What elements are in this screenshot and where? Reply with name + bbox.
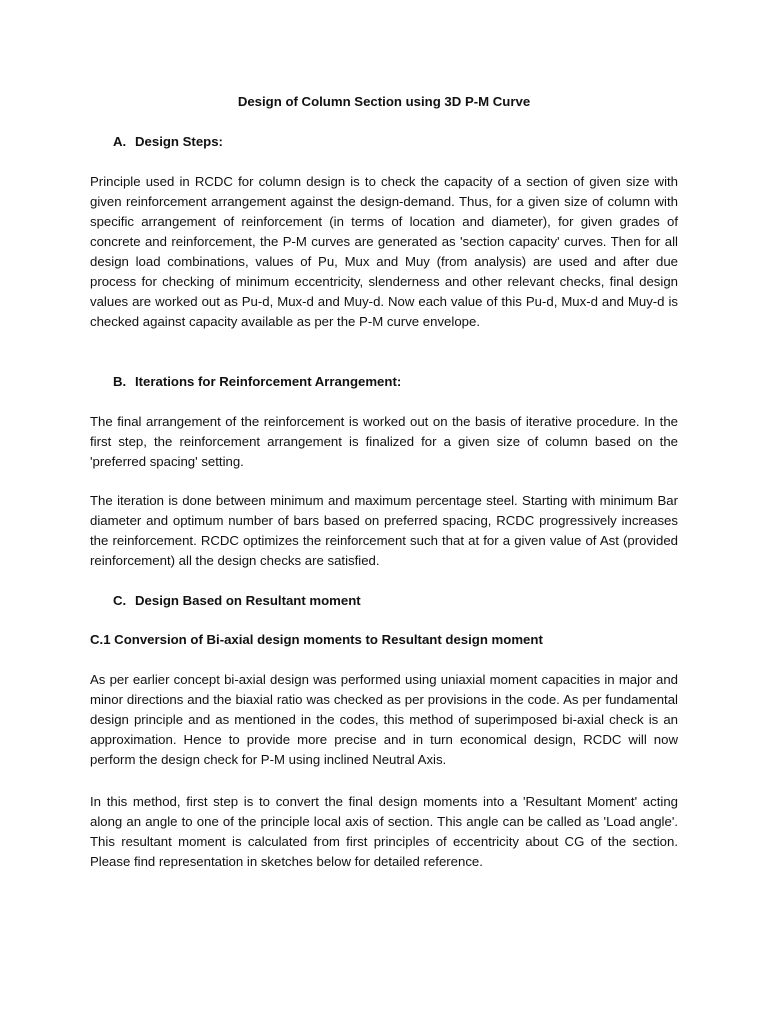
section-c-letter: C. (113, 593, 127, 608)
section-b-paragraph-2: The iteration is done between minimum and maximum percentage steel. Starting with minimum Bar diameter and optimum number of bars based on preferred spacing, RCDC progressively increases the reinforcement. RCDC optimizes the reinforcement such that at for a given value of Ast (provided reinforcement) all the design checks are satisfied. (90, 493, 678, 568)
section-a-letter: A. (113, 134, 127, 149)
section-a-paragraph: Principle used in RCDC for column design is to check the capacity of a section of given size with given reinforcement arrangement against the design-demand. Thus, for a given size of column with specific arrangement of reinforcement (in terms of location and diameter), for given grades of concrete and reinforcement, the P-M curves are generated as 'section capacity' curves. Then for all design load combinations, values of Pu, Mux and Muy (from analysis) are used and after due process for checking of minimum eccentricity, slenderness and other relevant checks, final design values are worked out as Pu-d, Mux-d and Muy-d. Now each value of this Pu-d, Mux-d and Muy-d is checked against capacity available as per the P-M curve envelope. (90, 174, 678, 329)
document-title: Design of Column Section using 3D P-M Curve (237, 94, 531, 109)
section-c-paragraph-2: In this method, first step is to convert the final design moments into a 'Resultant Moment' acting along an angle to one of the principle local axis of section. This angle can be called as 'Load angle'. This resultant moment is calculated from first principles of eccentricity about CG of the section. Please find representation in sketches below for detailed reference. (90, 794, 678, 869)
section-c-title: Design Based on Resultant moment (135, 593, 361, 608)
section-b-title: Iterations for Reinforcement Arrangement: (135, 374, 402, 389)
section-a-heading (113, 132, 223, 152)
section-a-title: Design Steps: (135, 134, 223, 149)
section-b-letter: B. (113, 374, 127, 389)
section-b-paragraph-1: The final arrangement of the reinforcement is worked out on the basis of iterative procedure. In the first step, the reinforcement arrangement is finalized for a given size of column based on the 'preferred spacing' setting. (90, 414, 678, 469)
section-c-heading (113, 591, 361, 611)
section-c1-subheading: C.1 Conversion of Bi-axial design moments to Resultant design moment (90, 632, 543, 647)
section-c-paragraph-1: As per earlier concept bi-axial design was performed using uniaxial moment capacities in major and minor directions and the biaxial ratio was checked as per provisions in the code. As per fundamental design principle and as mentioned in the codes, this method of superimposed bi-axial check is an approximation. Hence to provide more precise and in turn economical design, RCDC will now perform the design check for P-M using inclined Neutral Axis. (90, 672, 678, 767)
section-b-heading (113, 372, 401, 392)
